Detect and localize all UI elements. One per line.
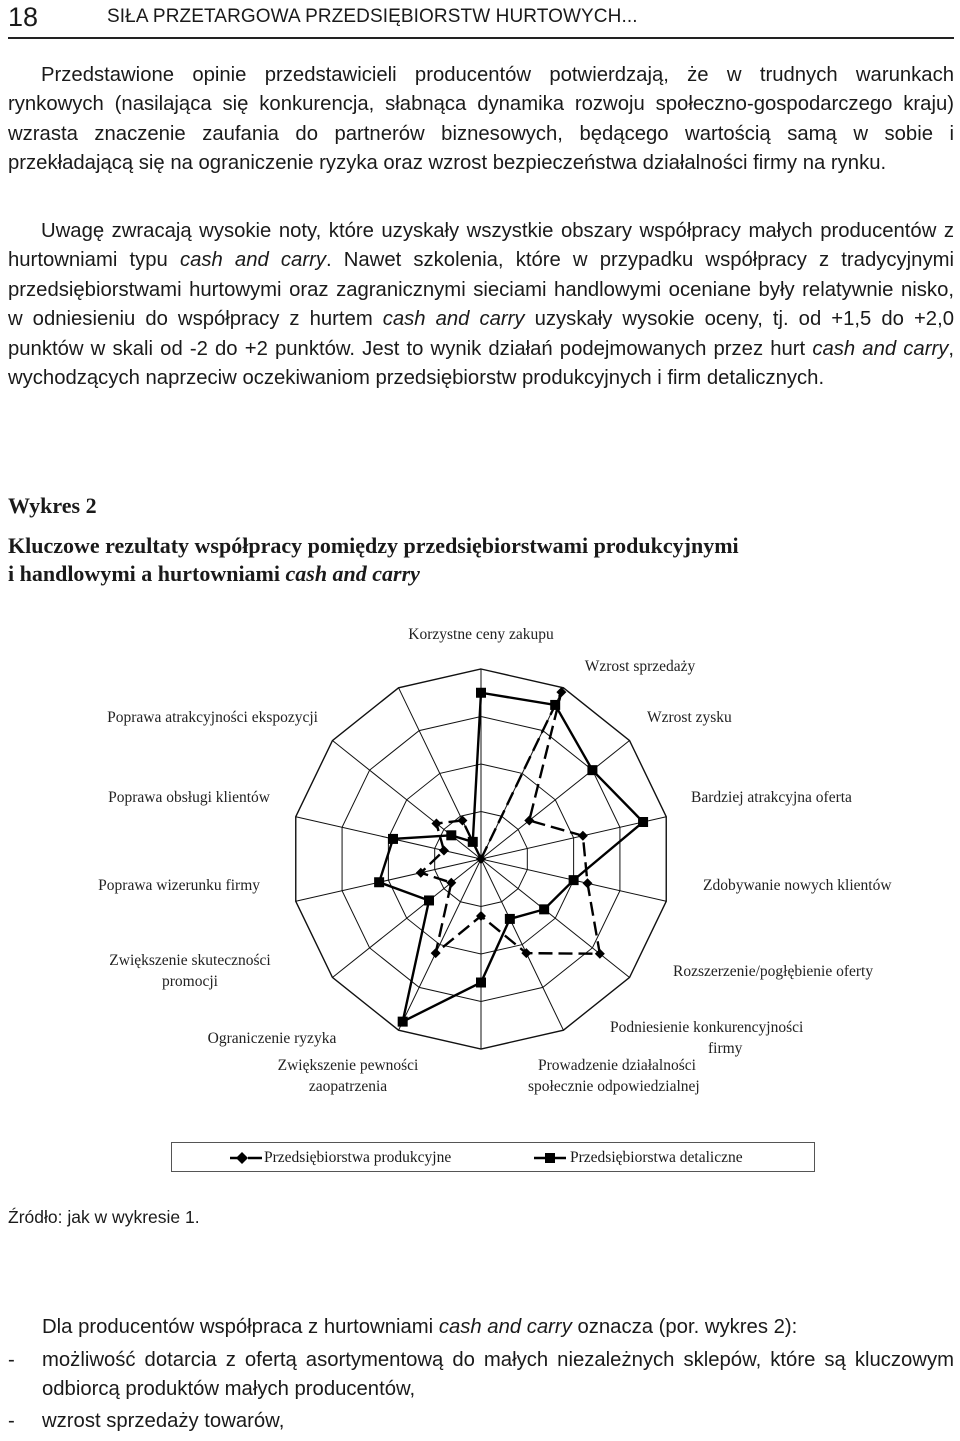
axis-label: Zdobywanie nowych klientów (703, 877, 892, 894)
data-point-diamond (578, 831, 588, 841)
data-point-square (374, 877, 384, 887)
data-point-square (539, 904, 549, 914)
radar-axis-labels (98, 626, 892, 1095)
legend-dashed-diamond-icon (228, 1149, 264, 1167)
axis-label: Poprawa atrakcyjności ekspozycji (107, 709, 318, 726)
figure-label: Wykres 2 (8, 493, 97, 518)
grid-spoke (332, 859, 481, 977)
data-point-diamond (595, 949, 605, 959)
axis-label: Wzrost sprzedaży (584, 658, 696, 675)
axis-label: Korzystne ceny zakupu (408, 626, 554, 643)
data-point-square (587, 765, 597, 775)
axis-label: Poprawa obsługi klientów (108, 789, 270, 806)
grid-spoke (481, 859, 630, 977)
data-point-square (476, 978, 486, 988)
radar-series (374, 687, 648, 1027)
data-point-diamond (431, 948, 441, 958)
data-point-square (505, 914, 515, 924)
legend-item-producers: Przedsiębiorstwa produkcyjne (264, 1149, 452, 1166)
axis-label: Prowadzenie działalności społecznie odpowiedzialnej (528, 1057, 700, 1095)
data-point-diamond (431, 818, 441, 828)
data-point-square (388, 834, 398, 844)
chart-legend (171, 1142, 815, 1172)
axis-label: Poprawa wizerunku firmy (98, 877, 260, 894)
data-point-square (476, 688, 486, 698)
axis-label: Podniesienie konkurencyjności firmy (610, 1019, 804, 1057)
axis-label: Wzrost zysku (647, 709, 732, 726)
axis-label: Bardziej atrakcyjna oferta (691, 789, 852, 806)
data-point-square (550, 700, 560, 710)
data-point-diamond (439, 846, 449, 856)
grid-spoke (399, 859, 481, 1030)
data-point-square (424, 895, 434, 905)
running-title: SIŁA PRZETARGOWA PRZEDSIĘBIORSTW HURTOWYCH... (107, 6, 638, 27)
list-dash: - (8, 1410, 15, 1432)
data-point-diamond (583, 878, 593, 888)
data-point-square (468, 837, 478, 847)
list-item-text: wzrost sprzedaży towarów, (42, 1410, 285, 1432)
page-header (0, 0, 960, 40)
legend-item-retailers: Przedsiębiorstwa detaliczne (570, 1149, 743, 1166)
radar-chart (0, 610, 960, 1130)
paragraph-3: Dla producentów współpraca z hurtowniami cash and carry oznacza (por. wykres 2): (42, 1316, 798, 1338)
grid-spoke (332, 741, 481, 859)
data-point-diamond (476, 854, 486, 864)
paragraph-2: Uwagę zwracają wysokie noty, które uzyskały wszystkie obszary współpracy małych producentów z hurtowniami typu cash and carry. Nawet szkolenia, które w przypadku współpracy z tradycyjnymi przedsiębiorstwami hurtowymi oraz zagranicznymi sieciami handlowymi oceniane były relatywnie nisko, w odniesieniu do współpracy z hurtem cash and carry uzyskały wysokie oceny, tj. od +1,5 do +2,0 punktów w skali od -2 do +2 punktów. Jest to wynik działań podejmowanych przez hurt cash and carry, wychodzących naprzeciw oczekiwaniom przedsiębiorstw produkcyjnych i firm detalicznych. (8, 220, 954, 390)
paragraph-1: Przedstawione opinie przedstawicieli producentów potwierdzają, że w trudnych warunkach rynkowych (nasilająca się konkurencja, słabnąca dynamika rozwoju społeczno-gospodarczego kraju) wzrasta znaczenie zaufania do partnerów biznesowych, będącego wartością samą w sobie i przekładającą się na ograniczenie ryzyka oraz wzrost bezpieczeństwa działalności firmy na rynku. (8, 64, 954, 175)
data-point-square (398, 1017, 408, 1027)
list-dash: - (8, 1349, 15, 1371)
grid-spoke (481, 741, 630, 859)
source-note: Źródło: jak w wykresie 1. (8, 1207, 200, 1227)
data-point-square (638, 817, 648, 827)
data-point-diamond (446, 878, 456, 888)
axis-label: Zwiększenie pewności zaopatrzenia (277, 1057, 419, 1095)
figure-title: Kluczowe rezultaty współpracy pomiędzy przedsiębiorstwami produkcyjnymi i handlowymi a hurtowniami cash and carry (8, 533, 739, 586)
legend-solid-square-icon (532, 1149, 568, 1167)
grid-spoke (481, 859, 563, 1030)
data-point-square (569, 875, 579, 885)
data-point-diamond (524, 815, 534, 825)
data-point-square (446, 830, 456, 840)
axis-label: Rozszerzenie/pogłębienie oferty (673, 963, 874, 980)
axis-label: Zwiększenie skuteczności promocji (109, 952, 271, 990)
axis-label: Ograniczenie ryzyka (207, 1030, 337, 1047)
series-line-2 (379, 693, 643, 1022)
header-rule (8, 37, 954, 39)
page-number: 18 (8, 2, 39, 32)
list-item-text: możliwość dotarcia z ofertą asortymentową do małych niezależnych sklepów, które są kluczowym odbiorcą produktów małych producentów, (42, 1349, 954, 1401)
